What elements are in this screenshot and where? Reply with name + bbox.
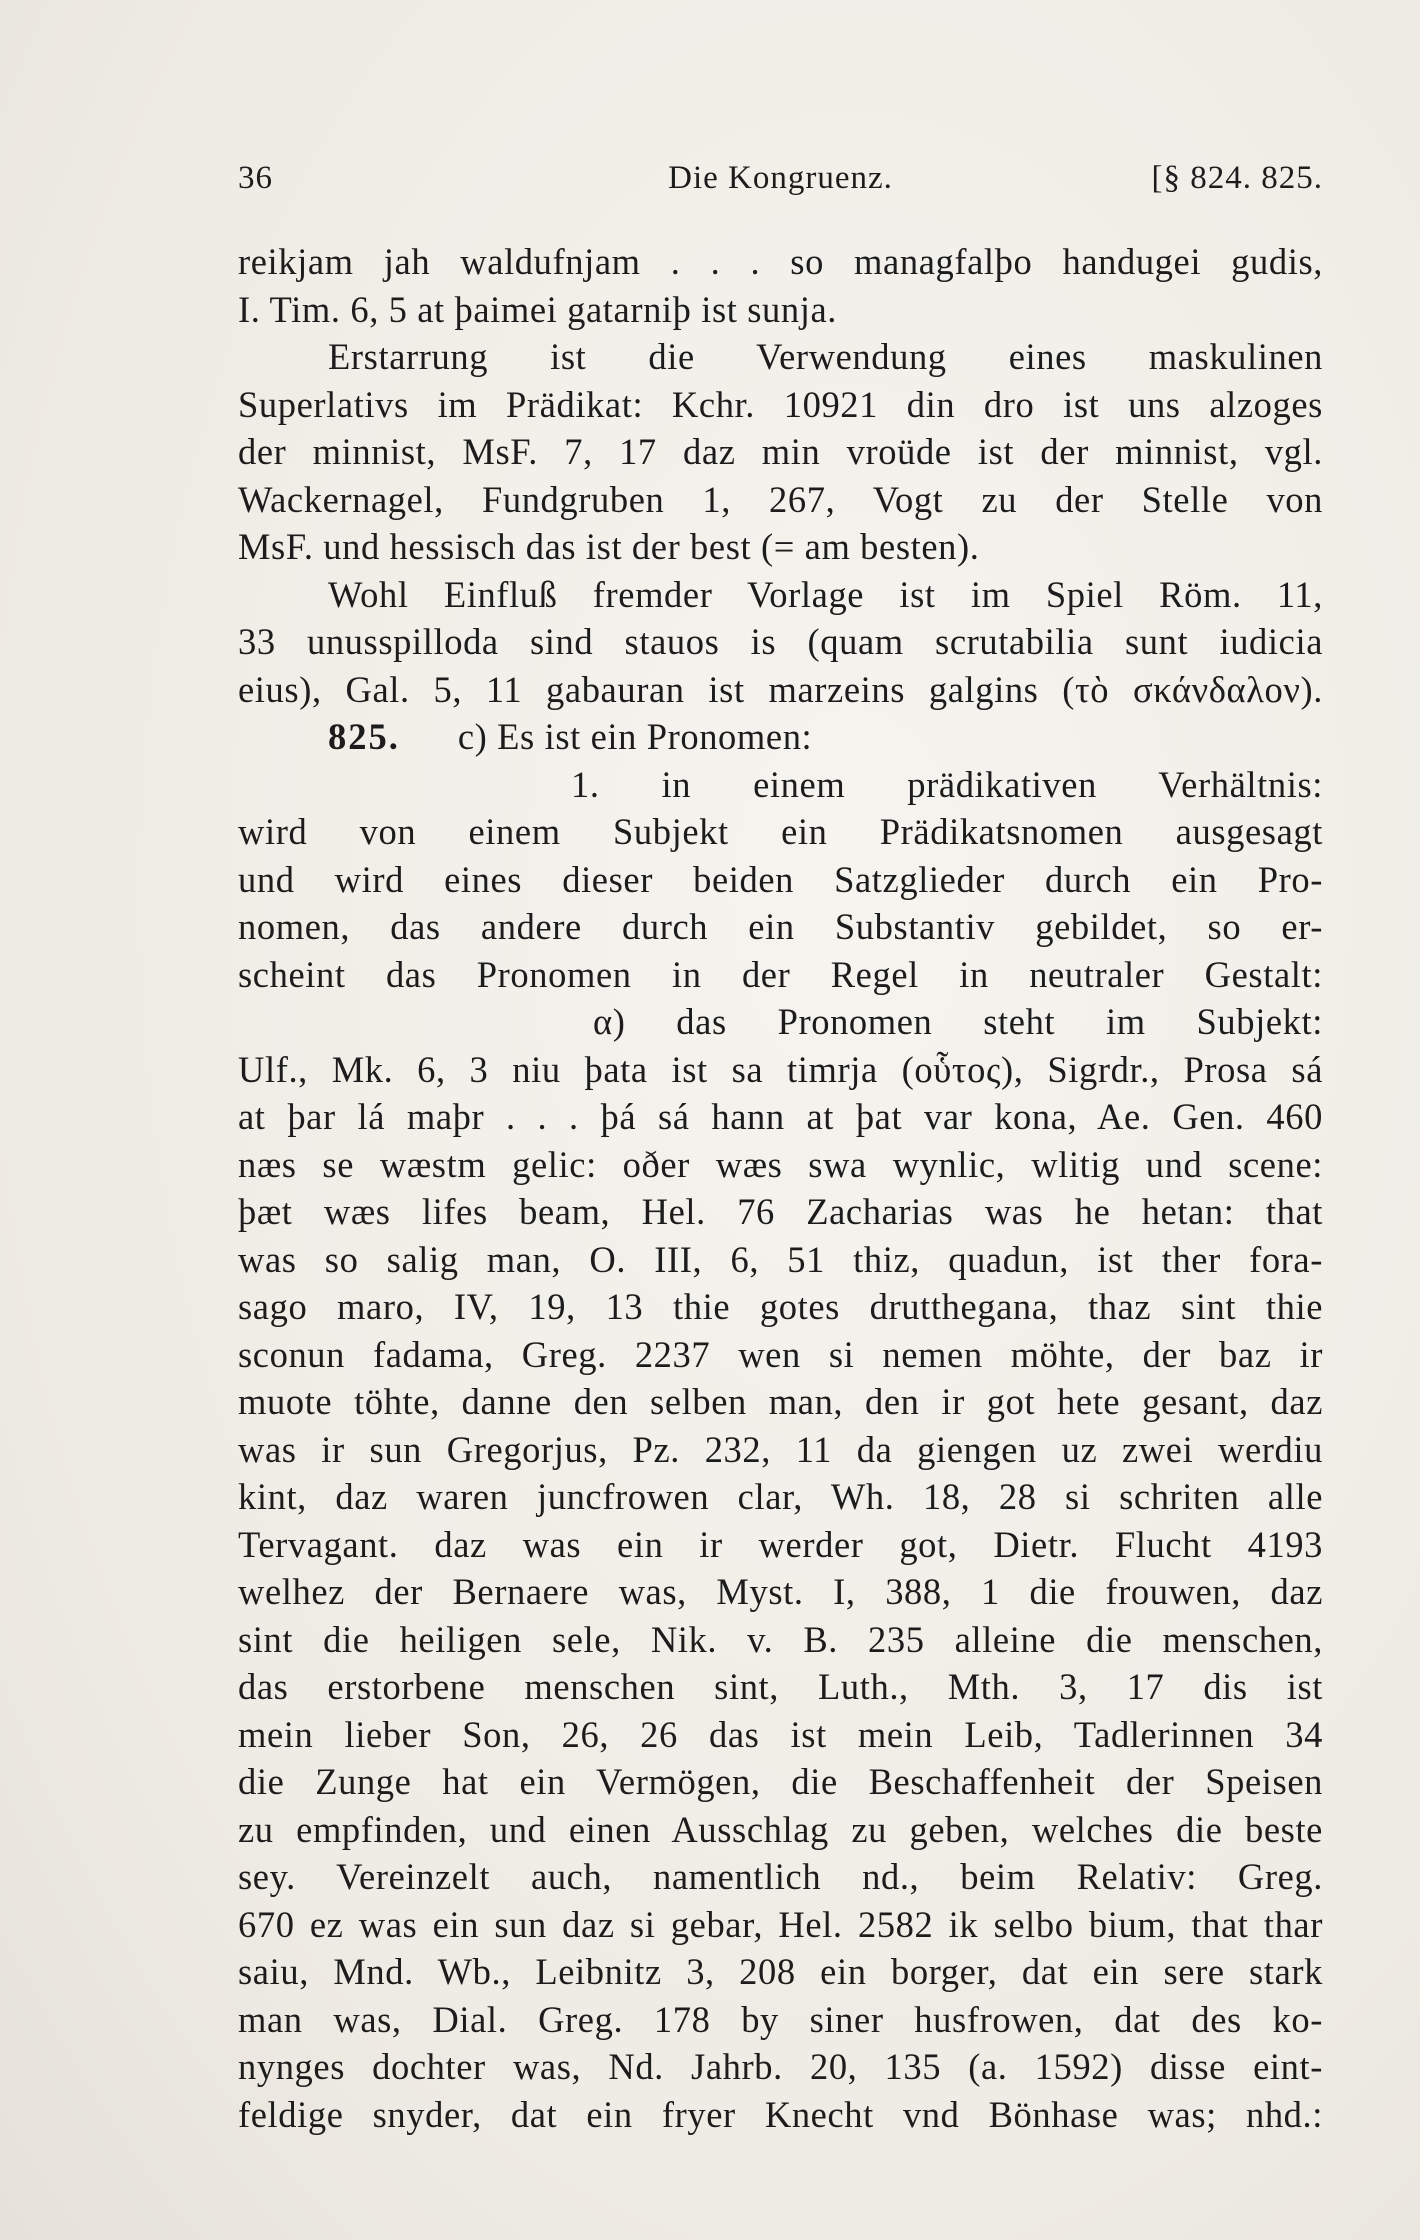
text-line: Wohl Einfluß fremder Vorlage ist im Spiel Röm. 11, xyxy=(328,573,1323,615)
text-line: I. Tim. 6, 5 at þaimei gatarniþ ist sunja. xyxy=(238,288,838,330)
text-line: næs se wæstm gelic: oðer wæs swa wynlic, wlitig und scene: xyxy=(238,1143,1323,1185)
text-line: sconun fadama, Greg. 2237 wen si nemen möhte, der baz ir xyxy=(238,1333,1323,1375)
text-line: sey. Vereinzelt auch, namentlich nd., beim Relativ: Greg. xyxy=(238,1856,1323,1897)
text-line: scheint das Pronomen in der Regel in neutraler Gestalt: xyxy=(238,953,1323,995)
text-line: nynges dochter was, Nd. Jahrb. 20, 135 (a. 1592) disse eint- xyxy=(238,2046,1323,2087)
section-reference: [§ 824. 825. xyxy=(1151,160,1323,196)
text-line: nomen, das andere durch ein Substantiv gebildet, so er- xyxy=(238,906,1323,947)
text-line: saiu, Mnd. Wb., Leibnitz 3, 208 ein borger, dat ein sere stark xyxy=(238,1951,1323,1992)
text-line: þæt wæs lifes beam, Hel. 76 Zacharias was he hetan: that xyxy=(238,1191,1323,1232)
text-line: mein lieber Son, 26, 26 das ist mein Leib, Tadlerinnen 34 xyxy=(238,1713,1323,1755)
text-line: was so salig man, O. III, 6, 51 thiz, quadun, ist ther fora- xyxy=(238,1238,1323,1280)
text-line: welhez der Bernaere was, Myst. I, 388, 1 die frouwen, daz xyxy=(238,1571,1323,1612)
text-line: feldige snyder, dat ein fryer Knecht vnd Bönhase was; nhd.: xyxy=(238,2093,1323,2135)
text-line: und wird eines dieser beiden Satzglieder durch ein Pro- xyxy=(238,858,1323,900)
text-line: Superlativs im Prädikat: Kchr. 10921 din dro ist uns alzoges xyxy=(238,383,1323,425)
body-text xyxy=(238,238,1323,2138)
text-line: at þar lá maþr . . . þá sá hann at þat var kona, Ae. Gen. 460 xyxy=(238,1096,1323,1137)
section-heading-text: c) Es ist ein Pronomen: xyxy=(457,716,813,757)
text-line: muote töhte, danne den selben man, den ir got hete gesant, daz xyxy=(238,1381,1323,1422)
text-line: das erstorbene menschen sint, Luth., Mth. 3, 17 dis ist xyxy=(238,1666,1323,1707)
text-line: α) das Pronomen steht im Subjekt: xyxy=(593,1001,1323,1042)
text-line: zu empfinden, und einen Ausschlag zu geben, welches die beste xyxy=(238,1808,1323,1850)
text-line: Erstarrung ist die Verwendung eines maskulinen xyxy=(328,336,1323,377)
text-line: der minnist, MsF. 7, 17 daz min vroüde ist der minnist, vgl. xyxy=(238,431,1323,472)
text-line: 670 ez was ein sun daz si gebar, Hel. 2582 ik selbo bium, that thar xyxy=(238,1903,1323,1945)
running-header xyxy=(238,160,1323,204)
text-line: eius), Gal. 5, 11 gabauran ist marzeins galgins (τὸ σκάνδαλον). xyxy=(238,668,1323,710)
text-line: wird von einem Subjekt ein Prädikatsnomen ausgesagt xyxy=(238,811,1323,852)
text-line: 1. in einem prädikativen Verhältnis: xyxy=(571,763,1323,805)
text-line: Wackernagel, Fundgruben 1, 267, Vogt zu der Stelle von xyxy=(238,478,1323,520)
section-heading xyxy=(238,713,1323,761)
text-line: Ulf., Mk. 6, 3 niu þata ist sa timrja (οὗτος), Sigrdr., Prosa sá xyxy=(238,1048,1323,1090)
text-line: sint die heiligen sele, Nik. v. B. 235 alleine die menschen, xyxy=(238,1618,1323,1660)
text-line: reikjam jah waldufnjam . . . so managfalþo handugei gudis, xyxy=(238,241,1323,282)
text-line: kint, daz waren juncfrowen clar, Wh. 18, 28 si schriten alle xyxy=(238,1476,1323,1517)
page-number: 36 xyxy=(238,160,273,196)
text-line: MsF. und hessisch das ist der best (= am besten). xyxy=(238,526,980,567)
text-line: sago maro, IV, 19, 13 thie gotes drutthegana, thaz sint thie xyxy=(238,1286,1323,1327)
section-number: 825. xyxy=(328,716,400,757)
text-line: was ir sun Gregorjus, Pz. 232, 11 da giengen uz zwei werdiu xyxy=(238,1428,1323,1470)
text-line: man was, Dial. Greg. 178 by siner husfrowen, dat des ko- xyxy=(238,1998,1323,2040)
text-line: die Zunge hat ein Vermögen, die Beschaffenheit der Speisen xyxy=(238,1761,1323,1802)
text-line: 33 unusspilloda sind stauos is (quam scrutabilia sunt iudicia xyxy=(238,621,1323,662)
text-line: Tervagant. daz was ein ir werder got, Dietr. Flucht 4193 xyxy=(238,1523,1323,1565)
running-title: Die Kongruenz. xyxy=(668,160,893,196)
